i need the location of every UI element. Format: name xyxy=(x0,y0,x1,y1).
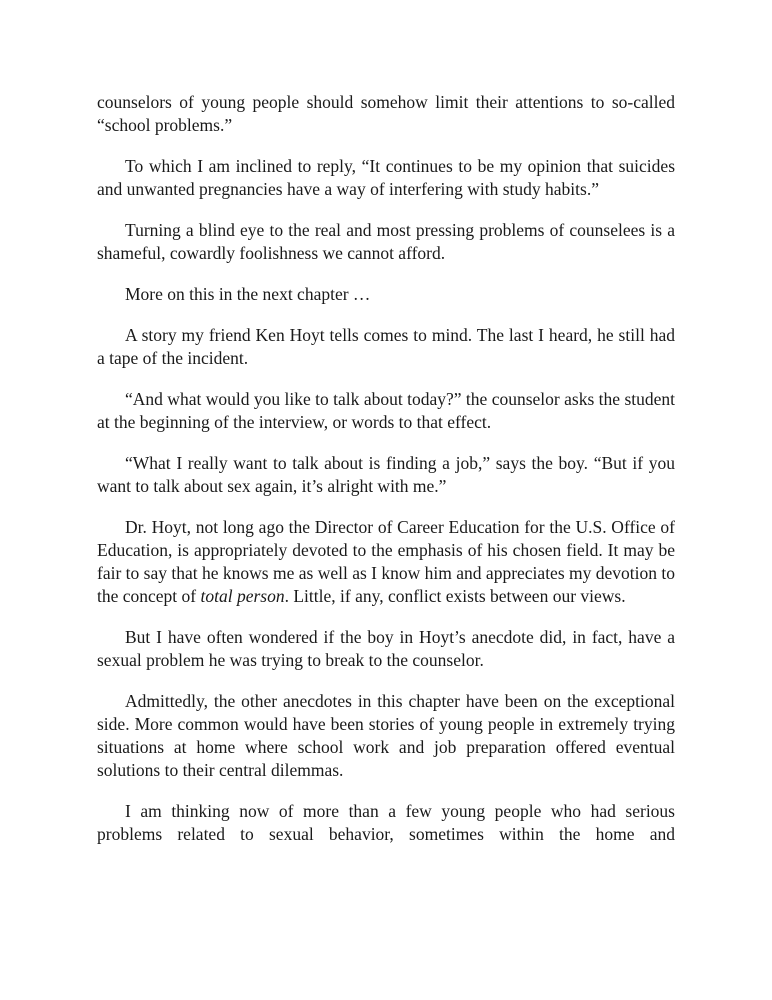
paragraph-dr-hoyt-italic: total person xyxy=(200,586,285,606)
paragraph-next-chapter: More on this in the next chapter … xyxy=(125,284,371,304)
paragraph-ken-hoyt-story: A story my friend Ken Hoyt tells comes to mind. The last I heard, he still had a tape of the incident. xyxy=(97,325,675,368)
paragraph-boy-reply: “What I really want to talk about is finding a job,” says the boy. “But if you want to talk about sex again, it’s alright with me.” xyxy=(97,453,675,496)
paragraph-dr-hoyt-before: Dr. Hoyt, not long ago the Director of Career Education for the U.S. Office of Education, is appropriately devoted to the emphasis of his chosen field. It may be fair to say that he knows me as well as I know him and appreciates my devotion to the concept of xyxy=(97,517,675,606)
paragraph-reply: To which I am inclined to reply, “It continues to be my opinion that suicides and unwanted pregnancies have a way of interfering with study habits.” xyxy=(97,156,675,199)
paragraph-dr-hoyt xyxy=(97,516,675,608)
paragraph-continued: counselors of young people should somehow limit their attentions to so-called “school problems.” xyxy=(97,92,675,135)
paragraph-blind-eye: Turning a blind eye to the real and most pressing problems of counselees is a shameful, cowardly foolishness we cannot afford. xyxy=(97,220,675,263)
page-body xyxy=(97,91,675,864)
paragraph-thinking-now: I am thinking now of more than a few young people who had serious problems related to sexual behavior, sometimes within the home and xyxy=(97,801,675,844)
paragraph-admittedly: Admittedly, the other anecdotes in this chapter have been on the exceptional side. More common would have been stories of young people in extremely trying situations at home where school work and job preparation offered eventual solutions to their central dilemmas. xyxy=(97,691,675,780)
paragraph-dr-hoyt-after: . Little, if any, conflict exists between our views. xyxy=(284,586,626,606)
paragraph-wondered: But I have often wondered if the boy in Hoyt’s anecdote did, in fact, have a sexual problem he was trying to break to the counselor. xyxy=(97,627,675,670)
paragraph-counselor-question: “And what would you like to talk about today?” the counselor asks the student at the beginning of the interview, or words to that effect. xyxy=(97,389,675,432)
